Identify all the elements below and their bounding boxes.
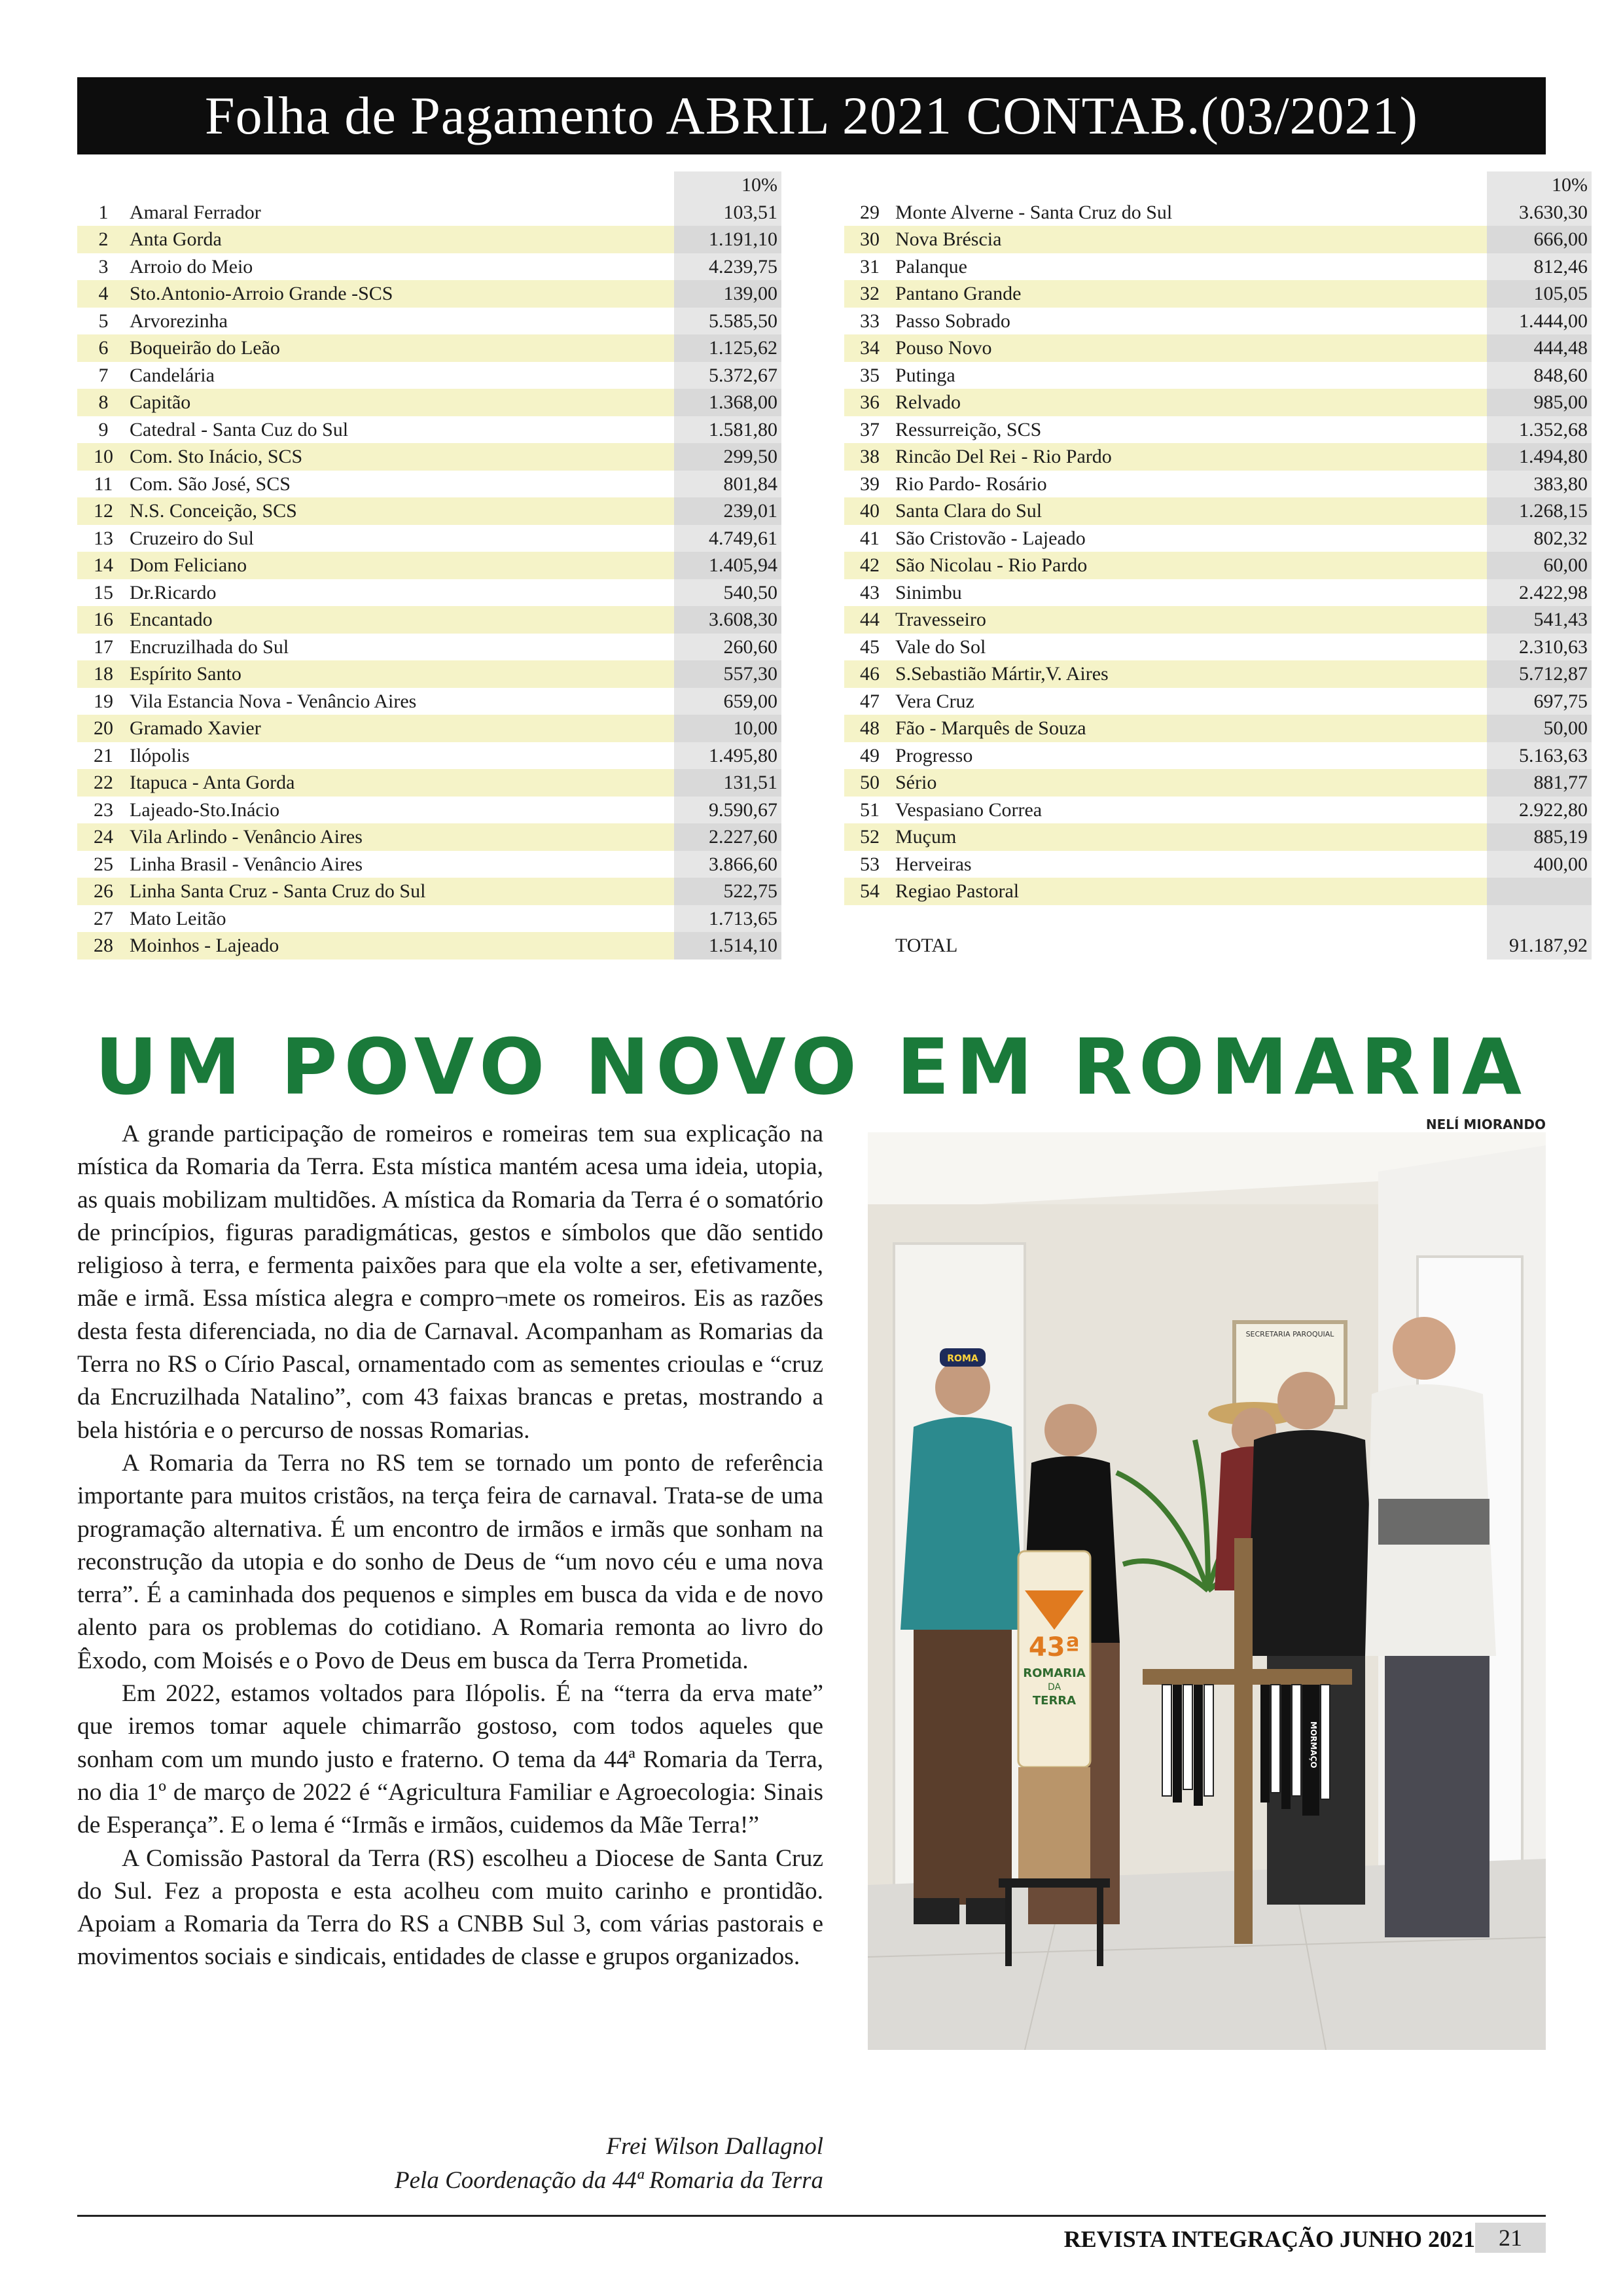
table-row xyxy=(844,742,1592,770)
row-name: Amaral Ferrador xyxy=(130,201,261,223)
row-value: 1.268,15 xyxy=(1487,497,1592,525)
row-name: Palanque xyxy=(895,255,967,278)
row-number: 50 xyxy=(844,769,895,797)
total-value: 91.187,92 xyxy=(1487,932,1592,960)
row-name: Pantano Grande xyxy=(895,280,1487,308)
table-row xyxy=(844,579,1592,607)
table-row xyxy=(844,497,1592,525)
row-number: 6 xyxy=(77,334,130,362)
table-row xyxy=(77,334,781,362)
article-title: UM POVO NOVO EM ROMARIA xyxy=(94,1022,1529,1112)
row-value: 5.372,67 xyxy=(674,362,781,389)
table-row xyxy=(77,769,781,797)
row-number: 47 xyxy=(860,690,880,712)
signature-role: Pela Coordenação da 44ª Romaria da Terra xyxy=(395,2167,823,2194)
candle-line-3: TERRA xyxy=(1032,1694,1077,1708)
row-value: 239,01 xyxy=(674,497,781,525)
page-number: 21 xyxy=(1475,2223,1546,2253)
row-name: Linha Santa Cruz - Santa Cruz do Sul xyxy=(130,878,674,905)
row-value: 885,19 xyxy=(1487,823,1592,851)
row-name: Vale do Sol xyxy=(895,636,986,658)
article-body xyxy=(77,1118,823,1974)
row-name: São Nicolau - Rio Pardo xyxy=(895,552,1487,579)
row-value: 5.585,50 xyxy=(674,308,781,335)
table-row xyxy=(844,634,1592,661)
row-number: 17 xyxy=(94,636,113,658)
row-number: 31 xyxy=(860,255,880,278)
row-number: 39 xyxy=(860,473,880,495)
person-1 xyxy=(901,1348,1025,1924)
row-number: 48 xyxy=(844,715,895,742)
row-value: 801,84 xyxy=(674,471,781,498)
table-row xyxy=(77,579,781,607)
table-row xyxy=(844,606,1592,634)
row-number: 30 xyxy=(844,226,895,253)
table-row xyxy=(77,660,781,688)
person-4 xyxy=(1247,1372,1378,1905)
table-row xyxy=(844,280,1592,308)
row-name: Candelária xyxy=(130,364,215,386)
row-name: Arvorezinha xyxy=(130,310,228,332)
table-row xyxy=(844,308,1592,335)
table-row xyxy=(844,878,1592,905)
total-label: TOTAL xyxy=(895,935,958,956)
table-row xyxy=(844,688,1592,715)
row-value: 4.239,75 xyxy=(674,253,781,281)
row-value: 9.590,67 xyxy=(674,797,781,824)
row-value: 2.422,98 xyxy=(1487,579,1592,607)
table-row xyxy=(77,932,781,960)
row-number: 43 xyxy=(860,581,880,603)
row-name: Passo Sobrado xyxy=(895,310,1010,332)
table-row xyxy=(844,851,1592,878)
row-name: Muçum xyxy=(895,823,1487,851)
row-name: Anta Gorda xyxy=(130,226,674,253)
row-number: 25 xyxy=(94,853,113,875)
table-row xyxy=(844,226,1592,253)
table-row xyxy=(844,660,1592,688)
row-name: S.Sebastião Mártir,V. Aires xyxy=(895,660,1487,688)
table-row xyxy=(77,497,781,525)
row-value: 557,30 xyxy=(674,660,781,688)
row-number: 34 xyxy=(844,334,895,362)
row-number: 41 xyxy=(860,527,880,549)
total-row xyxy=(844,932,1592,960)
spacer-row xyxy=(844,905,1592,933)
table-row xyxy=(77,878,781,905)
row-value: 400,00 xyxy=(1487,851,1592,878)
row-number: 23 xyxy=(94,798,113,821)
row-value: 103,51 xyxy=(674,199,781,226)
row-number: 10 xyxy=(77,443,130,471)
row-number: 53 xyxy=(860,853,880,875)
row-value: 881,77 xyxy=(1487,769,1592,797)
article-paragraph: Em 2022, estamos voltados para Ilópolis. É na “terra da erva mate” que iremos tomar aquele chimarrão gostoso, com todos aqueles que sonham com um mundo justo e fraterno. O tema da 44ª Romaria da Terra, no dia 1º de março de 2022 é “Agricultura Familiar e Agroecologia: Sinais de Esperança”. E o lema é “Irmãs e irmãos, cuidemos da Mãe Terra!” xyxy=(77,1680,823,1839)
row-name: Com. São José, SCS xyxy=(130,473,291,495)
table-header-cell xyxy=(77,171,130,199)
group-photo-illustration xyxy=(868,1132,1546,2050)
row-name: Herveiras xyxy=(895,853,972,875)
row-number: 19 xyxy=(94,690,113,712)
row-number: 18 xyxy=(77,660,130,688)
row-value: 1.125,62 xyxy=(674,334,781,362)
row-name: Progresso xyxy=(895,744,973,766)
row-name: São Cristovão - Lajeado xyxy=(895,527,1086,549)
row-value: 5.712,87 xyxy=(1487,660,1592,688)
table-row xyxy=(844,715,1592,742)
table-row xyxy=(77,905,781,933)
row-value: 1.368,00 xyxy=(674,389,781,416)
row-value: 2.227,60 xyxy=(674,823,781,851)
row-number: 33 xyxy=(860,310,880,332)
row-value: 1.352,68 xyxy=(1487,416,1592,444)
signature xyxy=(395,2130,823,2198)
row-name: Nova Bréscia xyxy=(895,226,1487,253)
table-row xyxy=(77,715,781,742)
value-column-header: 10% xyxy=(1487,171,1592,199)
row-value: 697,75 xyxy=(1487,688,1592,715)
row-number: 51 xyxy=(860,798,880,821)
row-number: 26 xyxy=(77,878,130,905)
row-number: 14 xyxy=(77,552,130,579)
row-value: 139,00 xyxy=(674,280,781,308)
row-number: 21 xyxy=(94,744,113,766)
row-name: Pouso Novo xyxy=(895,334,1487,362)
row-number: 36 xyxy=(844,389,895,416)
table-row xyxy=(77,525,781,552)
row-number: 32 xyxy=(844,280,895,308)
table-row xyxy=(77,851,781,878)
table-row xyxy=(844,253,1592,281)
row-name: Dom Feliciano xyxy=(130,552,674,579)
row-number: 3 xyxy=(98,255,109,278)
row-name: Fão - Marquês de Souza xyxy=(895,715,1487,742)
table-row xyxy=(77,199,781,226)
article-paragraph: A grande participação de romeiros e romeiras tem sua explicação na mística da Romaria da Terra. Esta mística mantém acesa uma ideia, utopia, as quais mobilizam multidões. A mística da Romaria da Terra é o somatório de princípios, figuras paradigmáticas, gestos e símbolos que dão sentido religioso à terra, e fermenta paixões para que ela volte a ser, efetivamente, mãe e irmã. Essa mística alegra e compro¬mete os romeiros. Eis as razões desta festa diferenciada, no dia de Carnaval. Acompanham as Romarias da Terra no RS o Círio Pascal, ornamentado com as sementes crioulas e “cruz da Encruzilhada Natalino”, com 43 faixas brancas e pretas, mostrando a bela história e o percurso de nossas Romarias. xyxy=(77,1121,823,1444)
row-number: 2 xyxy=(77,226,130,253)
row-value: 522,75 xyxy=(674,878,781,905)
row-number: 16 xyxy=(77,606,130,634)
row-name: N.S. Conceição, SCS xyxy=(130,497,674,525)
row-value: 60,00 xyxy=(1487,552,1592,579)
table-row xyxy=(844,334,1592,362)
row-value: 1.444,00 xyxy=(1487,308,1592,335)
row-value: 802,32 xyxy=(1487,525,1592,552)
row-name: Santa Clara do Sul xyxy=(895,497,1487,525)
row-value: 540,50 xyxy=(674,579,781,607)
row-value: 1.495,80 xyxy=(674,742,781,770)
row-name: Encantado xyxy=(130,606,674,634)
row-number: 35 xyxy=(860,364,880,386)
article-paragraph: A Romaria da Terra no RS tem se tornado um ponto de referência importante para muitos cristãos, na terça feira de carnaval. Trata-se de uma programação alternativa. É um encontro de irmãos e irmãs que sonham na reconstrução da utopia e do sonho de Deus de “um novo céu e uma nova terra”. É a caminhada dos pequenos e simples em busca da vida e de novo alento para os problemas do cotidiano. A Romaria remonta ao livro do Êxodo, com Moisés e o Povo de Deus em busca da Terra Prometida. xyxy=(77,1449,823,1674)
row-number: 20 xyxy=(77,715,130,742)
row-name: Moinhos - Lajeado xyxy=(130,932,674,960)
row-value: 812,46 xyxy=(1487,253,1592,281)
row-name: Vila Arlindo - Venâncio Aires xyxy=(130,823,674,851)
photo-credit: NELÍ MIORANDO xyxy=(1425,1117,1546,1132)
row-number: 22 xyxy=(77,769,130,797)
row-name: Dr.Ricardo xyxy=(130,581,217,603)
row-name: Arroio do Meio xyxy=(130,255,253,278)
ribbon-text: MORMAÇO xyxy=(1309,1721,1318,1768)
row-name: Encruzilhada do Sul xyxy=(130,636,289,658)
row-value: 444,48 xyxy=(1487,334,1592,362)
row-number: 15 xyxy=(94,581,113,603)
row-number: 49 xyxy=(860,744,880,766)
row-number: 8 xyxy=(77,389,130,416)
page-title-bar xyxy=(77,77,1546,154)
row-name: Espírito Santo xyxy=(130,660,674,688)
table-header-row xyxy=(77,171,781,199)
row-value: 10,00 xyxy=(674,715,781,742)
row-name: Boqueirão do Leão xyxy=(130,334,674,362)
table-header-cell xyxy=(895,171,1487,199)
payroll-table-right xyxy=(844,171,1592,960)
candle-line-1: ROMARIA xyxy=(1023,1666,1086,1680)
row-number: 46 xyxy=(844,660,895,688)
row-name: Cruzeiro do Sul xyxy=(130,527,254,549)
row-name: Putinga xyxy=(895,364,955,386)
row-name: Rincão Del Rei - Rio Pardo xyxy=(895,443,1487,471)
row-number: 12 xyxy=(77,497,130,525)
row-value: 3.866,60 xyxy=(674,851,781,878)
row-value: 50,00 xyxy=(1487,715,1592,742)
row-number: 52 xyxy=(844,823,895,851)
table-row xyxy=(844,389,1592,416)
row-name: Capitão xyxy=(130,389,674,416)
row-number: 27 xyxy=(94,907,113,929)
row-name: Rio Pardo- Rosário xyxy=(895,473,1047,495)
row-name: Sinimbu xyxy=(895,581,962,603)
payroll-table-left xyxy=(77,171,781,960)
table-header-row xyxy=(844,171,1592,199)
row-number: 13 xyxy=(94,527,113,549)
table-header-cell xyxy=(130,171,674,199)
table-row xyxy=(844,362,1592,389)
table-row xyxy=(844,769,1592,797)
table-row xyxy=(844,823,1592,851)
row-value: 1.191,10 xyxy=(674,226,781,253)
row-number: 54 xyxy=(844,878,895,905)
table-row xyxy=(844,797,1592,824)
row-value: 541,43 xyxy=(1487,606,1592,634)
person-5 xyxy=(1365,1317,1496,1937)
row-value: 1.494,80 xyxy=(1487,443,1592,471)
table-row xyxy=(77,253,781,281)
table-row xyxy=(844,525,1592,552)
row-value: 659,00 xyxy=(674,688,781,715)
row-name: Travesseiro xyxy=(895,606,1487,634)
row-value: 131,51 xyxy=(674,769,781,797)
row-name: Mato Leitão xyxy=(130,907,226,929)
row-number: 37 xyxy=(860,418,880,440)
table-row xyxy=(77,389,781,416)
row-name: Sto.Antonio-Arroio Grande -SCS xyxy=(130,280,674,308)
row-number: 24 xyxy=(77,823,130,851)
group-photo xyxy=(868,1132,1546,2050)
row-value: 1.405,94 xyxy=(674,552,781,579)
cap-text: ROMA xyxy=(947,1354,978,1364)
row-number: 28 xyxy=(77,932,130,960)
row-value: 260,60 xyxy=(674,634,781,661)
footer-divider xyxy=(77,2215,1546,2217)
row-number: 4 xyxy=(77,280,130,308)
footer-journal-name: REVISTA INTEGRAÇÃO JUNHO 2021 xyxy=(1063,2226,1475,2252)
row-value: 1.713,65 xyxy=(674,905,781,933)
row-number: 42 xyxy=(844,552,895,579)
table-row xyxy=(77,552,781,579)
row-name: Lajeado-Sto.Inácio xyxy=(130,798,280,821)
row-name: Ilópolis xyxy=(130,744,190,766)
row-value: 5.163,63 xyxy=(1487,742,1592,770)
row-number: 38 xyxy=(844,443,895,471)
row-name: Ressurreição, SCS xyxy=(895,418,1042,440)
row-number: 7 xyxy=(98,364,109,386)
row-value: 4.749,61 xyxy=(674,525,781,552)
row-name: Catedral - Santa Cuz do Sul xyxy=(130,418,349,440)
row-name: Regiao Pastoral xyxy=(895,878,1487,905)
table-row xyxy=(844,199,1592,226)
row-name: Vera Cruz xyxy=(895,690,974,712)
row-value: 2.310,63 xyxy=(1487,634,1592,661)
table-row xyxy=(77,634,781,661)
value-column-header: 10% xyxy=(674,171,781,199)
table-row xyxy=(77,226,781,253)
row-name: Sério xyxy=(895,769,1487,797)
row-value: 383,80 xyxy=(1487,471,1592,498)
article-paragraph: A Comissão Pastoral da Terra (RS) escolheu a Diocese de Santa Cruz do Sul. Fez a proposta e esta acolheu com muito carinho e prontidão. Apoiam a Romaria da Terra do RS a CNBB Sul 3, com várias pastorais e movimentos sociais e sindicais, entidades de classe e grupos organizados. xyxy=(77,1844,823,1971)
row-value: 3.630,30 xyxy=(1487,199,1592,226)
table-row xyxy=(844,443,1592,471)
row-name: Com. Sto Inácio, SCS xyxy=(130,443,674,471)
candle-number: 43ª xyxy=(1028,1632,1080,1662)
table-row xyxy=(844,471,1592,498)
row-name: Monte Alverne - Santa Cruz do Sul xyxy=(895,201,1173,223)
row-number: 29 xyxy=(860,201,880,223)
row-number: 11 xyxy=(94,473,113,495)
row-value: 299,50 xyxy=(674,443,781,471)
row-number: 1 xyxy=(98,201,109,223)
table-row xyxy=(77,606,781,634)
table-row xyxy=(77,308,781,335)
row-value: 3.608,30 xyxy=(674,606,781,634)
row-name: Vespasiano Correa xyxy=(895,798,1043,821)
row-value: 1.514,10 xyxy=(674,932,781,960)
row-value: 666,00 xyxy=(1487,226,1592,253)
wall-sign-text: SECRETARIA PAROQUIAL xyxy=(1245,1330,1334,1338)
table-row xyxy=(844,552,1592,579)
row-value: 2.922,80 xyxy=(1487,797,1592,824)
row-number: 5 xyxy=(98,310,109,332)
row-name: Linha Brasil - Venâncio Aires xyxy=(130,853,363,875)
page-title: Folha de Pagamento ABRIL 2021 CONTAB.(03/2021) xyxy=(205,86,1418,145)
row-value xyxy=(1487,878,1592,905)
row-value: 985,00 xyxy=(1487,389,1592,416)
table-row xyxy=(844,416,1592,444)
table-row xyxy=(77,362,781,389)
row-value: 848,60 xyxy=(1487,362,1592,389)
row-name: Vila Estancia Nova - Venâncio Aires xyxy=(130,690,417,712)
row-name: Gramado Xavier xyxy=(130,715,674,742)
table-row xyxy=(77,688,781,715)
table-row xyxy=(77,797,781,824)
row-number: 44 xyxy=(844,606,895,634)
table-row xyxy=(77,742,781,770)
row-value: 105,05 xyxy=(1487,280,1592,308)
candle-line-2: DA xyxy=(1047,1682,1061,1693)
table-row xyxy=(77,416,781,444)
row-number: 9 xyxy=(98,418,109,440)
table-row xyxy=(77,443,781,471)
row-name: Itapuca - Anta Gorda xyxy=(130,769,674,797)
row-name: Relvado xyxy=(895,389,1487,416)
table-row xyxy=(77,823,781,851)
table-row xyxy=(77,280,781,308)
row-value: 1.581,80 xyxy=(674,416,781,444)
row-number: 45 xyxy=(860,636,880,658)
table-header-cell xyxy=(844,171,895,199)
candle xyxy=(1018,1551,1090,1878)
table-row xyxy=(77,471,781,498)
signature-name: Frei Wilson Dallagnol xyxy=(606,2133,823,2160)
row-number: 40 xyxy=(844,497,895,525)
